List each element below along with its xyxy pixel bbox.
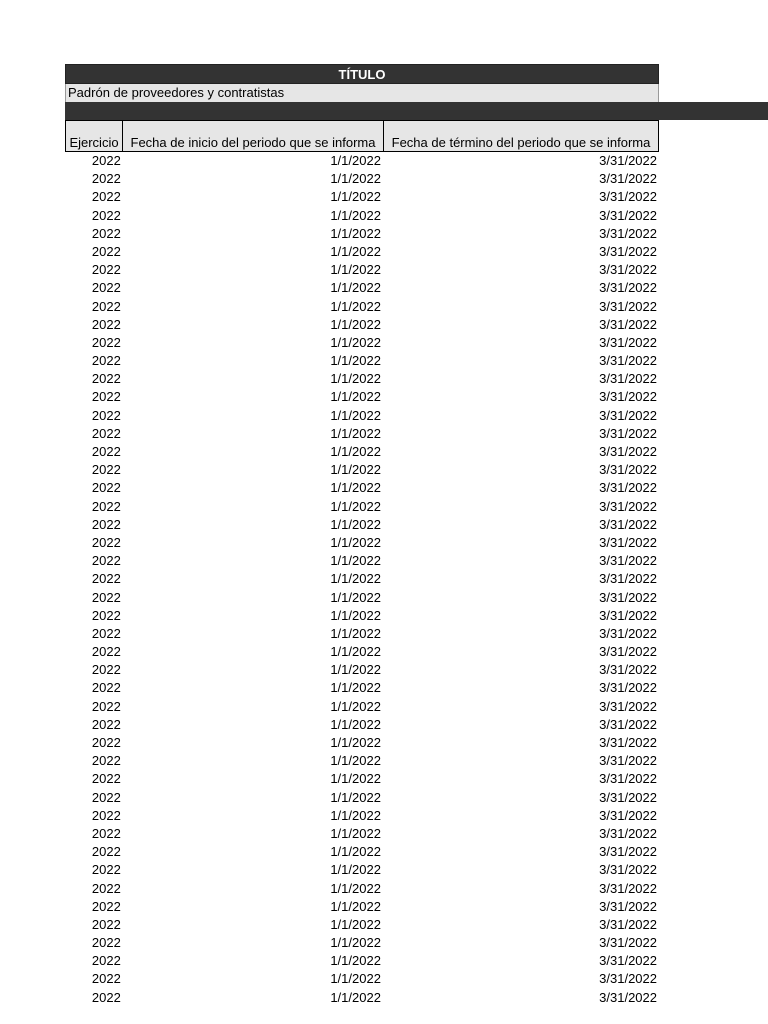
- sheet-title: TÍTULO: [65, 64, 659, 84]
- cell-fecha-inicio[interactable]: 1/1/2022: [330, 462, 381, 478]
- table-row: [65, 279, 659, 297]
- cell-fecha-termino[interactable]: 3/31/2022: [599, 316, 657, 332]
- table-row: [65, 880, 659, 898]
- cell-fecha-inicio[interactable]: 1/1/2022: [330, 680, 381, 696]
- cell-fecha-termino[interactable]: 3/31/2022: [599, 607, 657, 623]
- cell-ejercicio[interactable]: 2022: [91, 298, 121, 314]
- table-row: [65, 643, 659, 661]
- table-row: [65, 316, 659, 334]
- table-row: [65, 734, 659, 752]
- cell-fecha-termino[interactable]: 3/31/2022: [599, 262, 657, 278]
- cell-fecha-termino[interactable]: 3/31/2022: [599, 644, 657, 660]
- table-row: [65, 607, 659, 625]
- cell-ejercicio[interactable]: 2022: [91, 735, 121, 750]
- sheet-subtitle: Padrón de proveedores y contratistas: [65, 84, 659, 102]
- table-row: [65, 698, 659, 716]
- table-row: [65, 334, 659, 352]
- table-row: [65, 261, 659, 279]
- table-row: [65, 770, 659, 788]
- cell-ejercicio[interactable]: 2022: [91, 389, 121, 405]
- cell-ejercicio[interactable]: 2022: [91, 407, 121, 423]
- table-row: [65, 152, 659, 170]
- table-body: [65, 152, 659, 1007]
- table-row: [65, 443, 659, 461]
- table-row: [65, 661, 659, 679]
- cell-fecha-termino[interactable]: 3/31/2022: [599, 971, 657, 987]
- table-row: [65, 825, 659, 843]
- table-row: [65, 861, 659, 879]
- cell-fecha-inicio[interactable]: 1/1/2022: [330, 825, 381, 841]
- cell-fecha-termino[interactable]: 3/31/2022: [599, 935, 657, 951]
- cell-ejercicio[interactable]: 2022: [91, 189, 121, 205]
- table-row: [65, 298, 659, 316]
- cell-fecha-termino[interactable]: 3/31/2022: [599, 334, 657, 350]
- cell-fecha-inicio[interactable]: 1/1/2022: [330, 189, 381, 205]
- cell-fecha-termino[interactable]: 3/31/2022: [599, 171, 657, 187]
- cell-fecha-termino[interactable]: 3/31/2022: [599, 280, 657, 296]
- cell-fecha-termino[interactable]: 3/31/2022: [599, 444, 657, 459]
- cell-ejercicio[interactable]: 2022: [91, 171, 121, 187]
- cell-ejercicio[interactable]: 2022: [91, 935, 121, 951]
- cell-fecha-termino[interactable]: 3/31/2022: [599, 916, 657, 932]
- cell-fecha-inicio[interactable]: 1/1/2022: [330, 971, 381, 987]
- cell-ejercicio[interactable]: 2022: [91, 844, 121, 860]
- cell-fecha-inicio[interactable]: 1/1/2022: [330, 225, 381, 241]
- cell-fecha-inicio[interactable]: 1/1/2022: [330, 753, 381, 769]
- cell-fecha-inicio[interactable]: 1/1/2022: [330, 716, 381, 732]
- cell-fecha-termino[interactable]: 3/31/2022: [599, 789, 657, 805]
- cell-fecha-termino[interactable]: 3/31/2022: [599, 844, 657, 860]
- cell-ejercicio[interactable]: 2022: [91, 444, 121, 459]
- cell-fecha-inicio[interactable]: 1/1/2022: [330, 844, 381, 860]
- header-band: [65, 102, 768, 120]
- cell-fecha-inicio[interactable]: 1/1/2022: [330, 935, 381, 951]
- cell-fecha-termino[interactable]: 3/31/2022: [599, 407, 657, 423]
- cell-fecha-inicio[interactable]: 1/1/2022: [330, 371, 381, 387]
- cell-ejercicio[interactable]: 2022: [91, 880, 121, 896]
- cell-fecha-inicio[interactable]: 1/1/2022: [330, 862, 381, 878]
- cell-fecha-termino[interactable]: 3/31/2022: [599, 589, 657, 605]
- cell-fecha-termino[interactable]: 3/31/2022: [599, 753, 657, 769]
- table-row: [65, 207, 659, 225]
- table-row: [65, 625, 659, 643]
- cell-fecha-inicio[interactable]: 1/1/2022: [330, 407, 381, 423]
- table-row: [65, 570, 659, 588]
- cell-ejercicio[interactable]: 2022: [91, 680, 121, 696]
- cell-fecha-termino[interactable]: 3/31/2022: [599, 153, 657, 168]
- cell-fecha-termino[interactable]: 3/31/2022: [599, 207, 657, 223]
- cell-fecha-termino[interactable]: 3/31/2022: [599, 989, 657, 1005]
- cell-ejercicio[interactable]: 2022: [91, 898, 121, 914]
- cell-fecha-inicio[interactable]: 1/1/2022: [330, 698, 381, 714]
- cell-fecha-inicio[interactable]: 1/1/2022: [330, 516, 381, 532]
- cell-fecha-termino[interactable]: 3/31/2022: [599, 225, 657, 241]
- cell-fecha-termino[interactable]: 3/31/2022: [599, 680, 657, 696]
- cell-fecha-inicio[interactable]: 1/1/2022: [330, 807, 381, 823]
- cell-ejercicio[interactable]: 2022: [91, 553, 121, 569]
- cell-ejercicio[interactable]: 2022: [91, 153, 121, 168]
- cell-fecha-inicio[interactable]: 1/1/2022: [330, 880, 381, 896]
- table-row: [65, 952, 659, 970]
- cell-fecha-termino[interactable]: 3/31/2022: [599, 953, 657, 969]
- cell-ejercicio[interactable]: 2022: [91, 625, 121, 641]
- cell-fecha-termino[interactable]: 3/31/2022: [599, 880, 657, 896]
- table-row: [65, 479, 659, 497]
- cell-fecha-termino[interactable]: 3/31/2022: [599, 862, 657, 878]
- cell-fecha-termino[interactable]: 3/31/2022: [599, 698, 657, 714]
- cell-fecha-inicio[interactable]: 1/1/2022: [330, 444, 381, 459]
- cell-ejercicio[interactable]: 2022: [91, 243, 121, 259]
- cell-fecha-inicio[interactable]: 1/1/2022: [330, 316, 381, 332]
- cell-ejercicio[interactable]: 2022: [91, 516, 121, 532]
- cell-ejercicio[interactable]: 2022: [91, 644, 121, 660]
- cell-fecha-inicio[interactable]: 1/1/2022: [330, 280, 381, 296]
- cell-ejercicio[interactable]: 2022: [91, 480, 121, 496]
- cell-fecha-inicio[interactable]: 1/1/2022: [330, 153, 381, 168]
- table-row: [65, 498, 659, 516]
- table-row: [65, 752, 659, 770]
- cell-ejercicio[interactable]: 2022: [91, 589, 121, 605]
- cell-fecha-inicio[interactable]: 1/1/2022: [330, 953, 381, 969]
- cell-ejercicio[interactable]: 2022: [91, 662, 121, 678]
- cell-ejercicio[interactable]: 2022: [91, 789, 121, 805]
- table-row: [65, 970, 659, 988]
- cell-fecha-termino[interactable]: 3/31/2022: [599, 462, 657, 478]
- table-row: [65, 989, 659, 1007]
- cell-ejercicio[interactable]: 2022: [91, 225, 121, 241]
- cell-fecha-termino[interactable]: 3/31/2022: [599, 735, 657, 750]
- table-row: [65, 370, 659, 388]
- cell-fecha-inicio[interactable]: 1/1/2022: [330, 735, 381, 750]
- cell-fecha-inicio[interactable]: 1/1/2022: [330, 644, 381, 660]
- table-row: [65, 534, 659, 552]
- cell-ejercicio[interactable]: 2022: [91, 280, 121, 296]
- cell-fecha-inicio[interactable]: 1/1/2022: [330, 480, 381, 496]
- table-row: [65, 589, 659, 607]
- table-row: [65, 388, 659, 406]
- cell-fecha-inicio[interactable]: 1/1/2022: [330, 171, 381, 187]
- table-row: [65, 552, 659, 570]
- cell-fecha-inicio[interactable]: 1/1/2022: [330, 589, 381, 605]
- table-row: [65, 425, 659, 443]
- cell-fecha-termino[interactable]: 3/31/2022: [599, 298, 657, 314]
- cell-fecha-termino[interactable]: 3/31/2022: [599, 189, 657, 205]
- table-row: [65, 843, 659, 861]
- column-header-fecha-termino[interactable]: Fecha de término del periodo que se informa: [383, 120, 659, 152]
- cell-fecha-termino[interactable]: 3/31/2022: [599, 243, 657, 259]
- cell-fecha-inicio[interactable]: 1/1/2022: [330, 298, 381, 314]
- cell-fecha-termino[interactable]: 3/31/2022: [599, 480, 657, 496]
- table-row: [65, 898, 659, 916]
- table-row: [65, 188, 659, 206]
- cell-fecha-termino[interactable]: 3/31/2022: [599, 571, 657, 587]
- table-row: [65, 461, 659, 479]
- table-row: [65, 679, 659, 697]
- cell-fecha-termino[interactable]: 3/31/2022: [599, 389, 657, 405]
- cell-ejercicio[interactable]: 2022: [91, 462, 121, 478]
- cell-ejercicio[interactable]: 2022: [91, 571, 121, 587]
- cell-ejercicio[interactable]: 2022: [91, 807, 121, 823]
- cell-fecha-termino[interactable]: 3/31/2022: [599, 516, 657, 532]
- table-row: [65, 934, 659, 952]
- table-row: [65, 170, 659, 188]
- table-row: [65, 225, 659, 243]
- cell-fecha-termino[interactable]: 3/31/2022: [599, 534, 657, 550]
- cell-fecha-inicio[interactable]: 1/1/2022: [330, 989, 381, 1005]
- cell-fecha-inicio[interactable]: 1/1/2022: [330, 607, 381, 623]
- table-row: [65, 516, 659, 534]
- cell-fecha-termino[interactable]: 3/31/2022: [599, 662, 657, 678]
- cell-ejercicio[interactable]: 2022: [91, 825, 121, 841]
- cell-fecha-inicio[interactable]: 1/1/2022: [330, 425, 381, 441]
- cell-fecha-termino[interactable]: 3/31/2022: [599, 771, 657, 787]
- cell-ejercicio[interactable]: 2022: [91, 953, 121, 969]
- cell-ejercicio[interactable]: 2022: [91, 353, 121, 369]
- cell-ejercicio[interactable]: 2022: [91, 607, 121, 623]
- cell-fecha-inicio[interactable]: 1/1/2022: [330, 771, 381, 787]
- cell-fecha-termino[interactable]: 3/31/2022: [599, 716, 657, 732]
- cell-fecha-termino[interactable]: 3/31/2022: [599, 425, 657, 441]
- cell-ejercicio[interactable]: 2022: [91, 771, 121, 787]
- table-row: [65, 716, 659, 734]
- cell-fecha-inicio[interactable]: 1/1/2022: [330, 916, 381, 932]
- cell-fecha-inicio[interactable]: 1/1/2022: [330, 334, 381, 350]
- cell-fecha-inicio[interactable]: 1/1/2022: [330, 571, 381, 587]
- cell-ejercicio[interactable]: 2022: [91, 989, 121, 1005]
- cell-fecha-termino[interactable]: 3/31/2022: [599, 553, 657, 569]
- table-row: [65, 789, 659, 807]
- table-header: [65, 120, 658, 152]
- column-header-fecha-inicio[interactable]: Fecha de inicio del periodo que se informa: [122, 120, 384, 152]
- cell-ejercicio[interactable]: 2022: [91, 916, 121, 932]
- cell-ejercicio[interactable]: 2022: [91, 371, 121, 387]
- table-row: [65, 243, 659, 261]
- cell-fecha-inicio[interactable]: 1/1/2022: [330, 262, 381, 278]
- cell-fecha-inicio[interactable]: 1/1/2022: [330, 898, 381, 914]
- table-row: [65, 916, 659, 934]
- cell-fecha-termino[interactable]: 3/31/2022: [599, 371, 657, 387]
- cell-ejercicio[interactable]: 2022: [91, 971, 121, 987]
- cell-fecha-inicio[interactable]: 1/1/2022: [330, 389, 381, 405]
- cell-fecha-termino[interactable]: 3/31/2022: [599, 825, 657, 841]
- cell-fecha-termino[interactable]: 3/31/2022: [599, 498, 657, 514]
- cell-ejercicio[interactable]: 2022: [91, 334, 121, 350]
- cell-fecha-inicio[interactable]: 1/1/2022: [330, 625, 381, 641]
- cell-fecha-inicio[interactable]: 1/1/2022: [330, 243, 381, 259]
- cell-fecha-inicio[interactable]: 1/1/2022: [330, 353, 381, 369]
- cell-fecha-termino[interactable]: 3/31/2022: [599, 898, 657, 914]
- cell-fecha-termino[interactable]: 3/31/2022: [599, 807, 657, 823]
- cell-fecha-termino[interactable]: 3/31/2022: [599, 353, 657, 369]
- cell-ejercicio[interactable]: 2022: [91, 862, 121, 878]
- cell-fecha-inicio[interactable]: 1/1/2022: [330, 553, 381, 569]
- table-row: [65, 807, 659, 825]
- table-row: [65, 407, 659, 425]
- cell-ejercicio[interactable]: 2022: [91, 753, 121, 769]
- cell-ejercicio[interactable]: 2022: [91, 207, 121, 223]
- cell-fecha-inicio[interactable]: 1/1/2022: [330, 789, 381, 805]
- cell-ejercicio[interactable]: 2022: [91, 498, 121, 514]
- cell-fecha-termino[interactable]: 3/31/2022: [599, 625, 657, 641]
- cell-fecha-inicio[interactable]: 1/1/2022: [330, 534, 381, 550]
- cell-ejercicio[interactable]: 2022: [91, 262, 121, 278]
- cell-fecha-inicio[interactable]: 1/1/2022: [330, 498, 381, 514]
- cell-ejercicio[interactable]: 2022: [91, 534, 121, 550]
- table-row: [65, 352, 659, 370]
- cell-fecha-inicio[interactable]: 1/1/2022: [330, 207, 381, 223]
- cell-ejercicio[interactable]: 2022: [91, 316, 121, 332]
- cell-ejercicio[interactable]: 2022: [91, 425, 121, 441]
- column-header-ejercicio[interactable]: Ejercicio: [65, 120, 123, 152]
- cell-fecha-inicio[interactable]: 1/1/2022: [330, 662, 381, 678]
- cell-ejercicio[interactable]: 2022: [91, 698, 121, 714]
- cell-ejercicio[interactable]: 2022: [91, 716, 121, 732]
